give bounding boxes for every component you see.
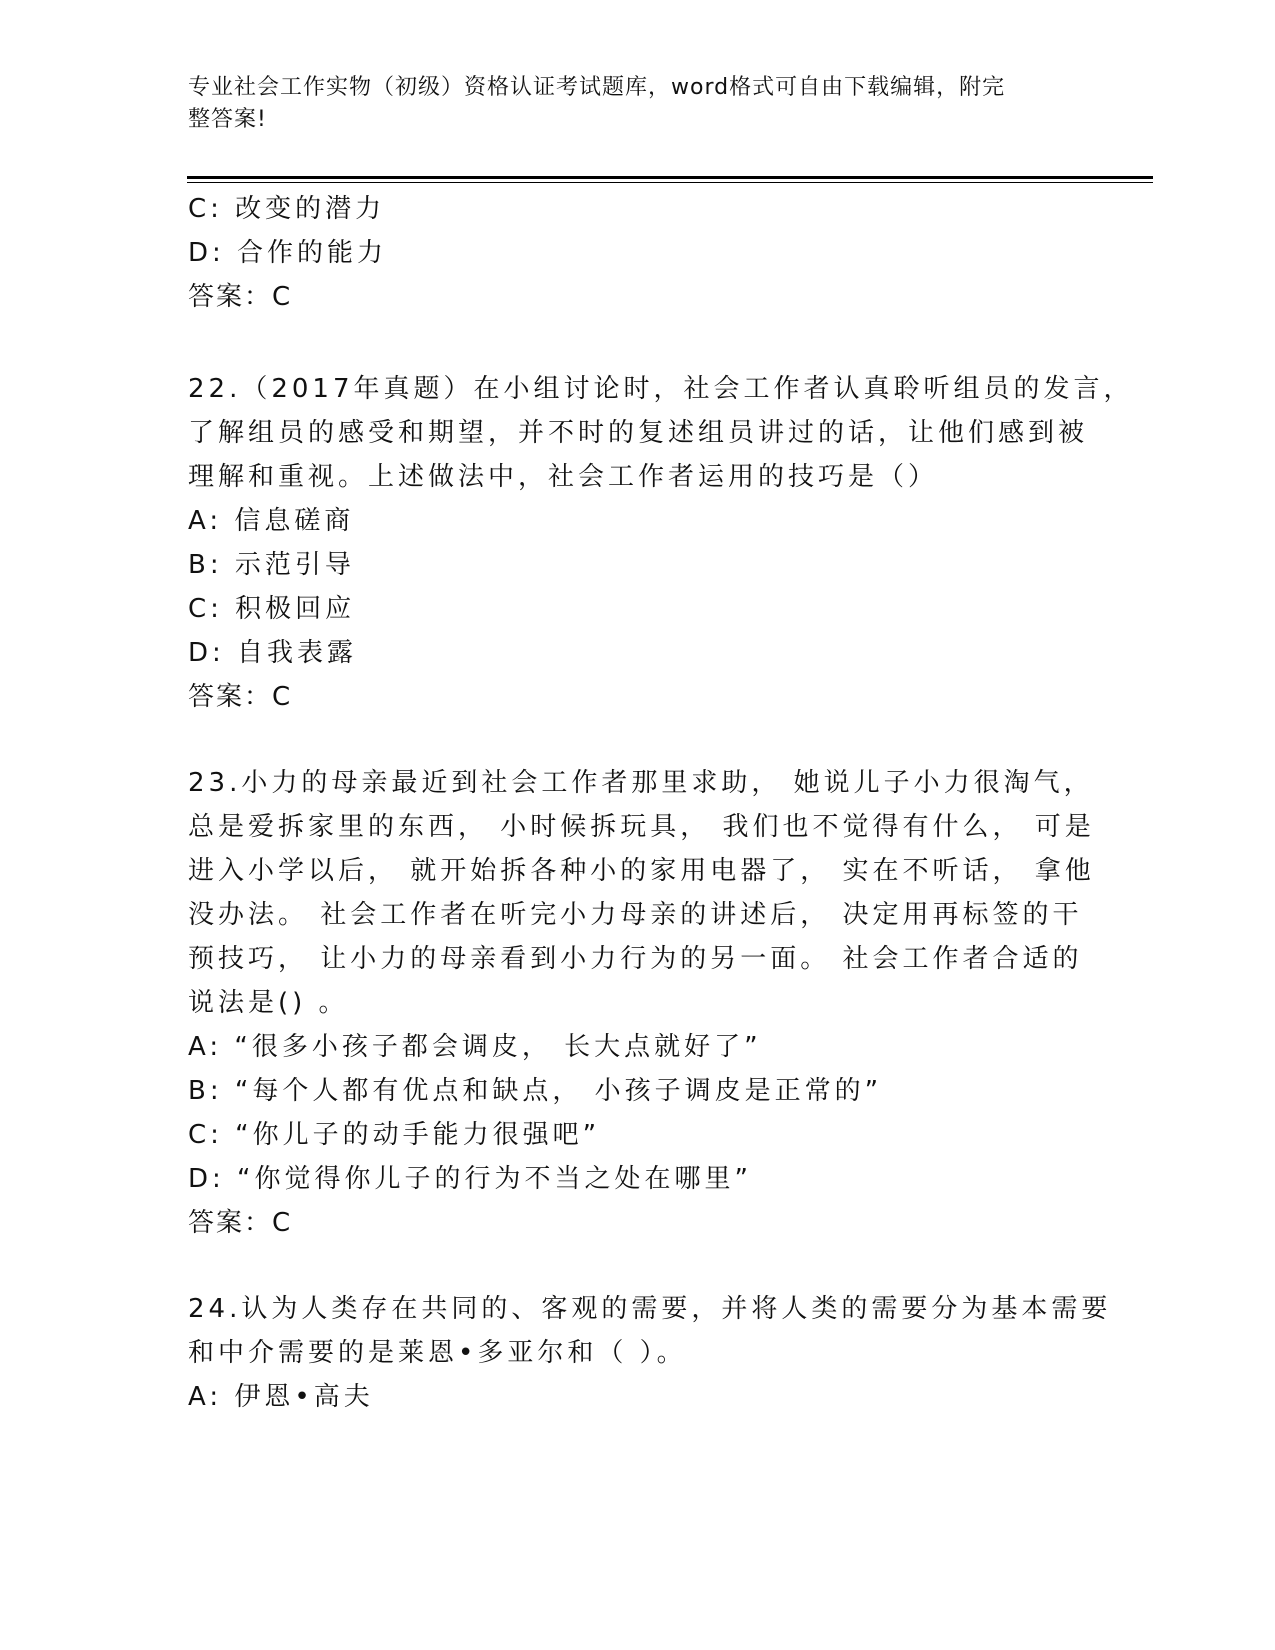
q23-option-d: D: “你觉得你儿子的行为不当之处在哪里”: [188, 1164, 752, 1194]
q21-answer: 答案：C: [188, 282, 293, 312]
q22-answer: 答案：C: [188, 682, 293, 712]
q22-option-d: D: 自我表露: [188, 638, 358, 668]
q22-option-c: C: 积极回应: [188, 594, 356, 624]
q22-option-a: A: 信息磋商: [188, 506, 355, 536]
header-line-1: 专业社会工作实物（初级）资格认证考试题库，word格式可自由下载编辑，附完: [188, 75, 1006, 100]
header-divider-thin: [187, 182, 1153, 183]
q23-answer: 答案：C: [188, 1208, 293, 1238]
page-header: [188, 72, 1088, 136]
q22-text-line-1: 22.（2017年真题）在小组讨论时，社会工作者认真聆听组员的发言，: [188, 374, 1134, 404]
q23-option-c: C: “你儿子的动手能力很强吧”: [188, 1120, 601, 1150]
q21-option-d: D: 合作的能力: [188, 238, 388, 268]
q23-text-line-4: 没办法。 社会工作者在听完小力母亲的讲述后， 决定用再标签的干: [188, 900, 1083, 930]
q22-option-b: B: 示范引导: [188, 550, 355, 580]
q21-option-c: C: 改变的潜力: [188, 194, 386, 224]
header-divider-thick: [187, 176, 1153, 179]
q24-option-a: A: 伊恩•高夫: [188, 1382, 374, 1412]
q23-text-line-3: 进入小学以后， 就开始拆各种小的家用电器了， 实在不听话， 拿他: [188, 856, 1095, 886]
q23-text-line-5: 预技巧， 让小力的母亲看到小力行为的另一面。 社会工作者合适的: [188, 944, 1083, 974]
q22-text-line-2: 了解组员的感受和期望，并不时的复述组员讲过的话，让他们感到被: [188, 418, 1089, 448]
q24-text-line-1: 24.认为人类存在共同的、客观的需要，并将人类的需要分为基本需要: [188, 1294, 1112, 1324]
q23-text-line-6: 说法是() 。: [188, 988, 349, 1018]
header-line-2: 整答案!: [188, 107, 267, 132]
q24-text-line-2: 和中介需要的是莱恩•多亚尔和（ ）。: [188, 1338, 687, 1368]
q22-text-line-3: 理解和重视。上述做法中，社会工作者运用的技巧是（）: [188, 462, 939, 492]
q23-option-a: A: “很多小孩子都会调皮， 长大点就好了”: [188, 1032, 762, 1062]
q23-text-line-2: 总是爱拆家里的东西， 小时候拆玩具， 我们也不觉得有什么， 可是: [188, 812, 1095, 842]
q23-option-b: B: “每个人都有优点和缺点， 小孩子调皮是正常的”: [188, 1076, 883, 1106]
q23-text-line-1: 23.小力的母亲最近到社会工作者那里求助， 她说儿子小力很淘气，: [188, 768, 1094, 798]
